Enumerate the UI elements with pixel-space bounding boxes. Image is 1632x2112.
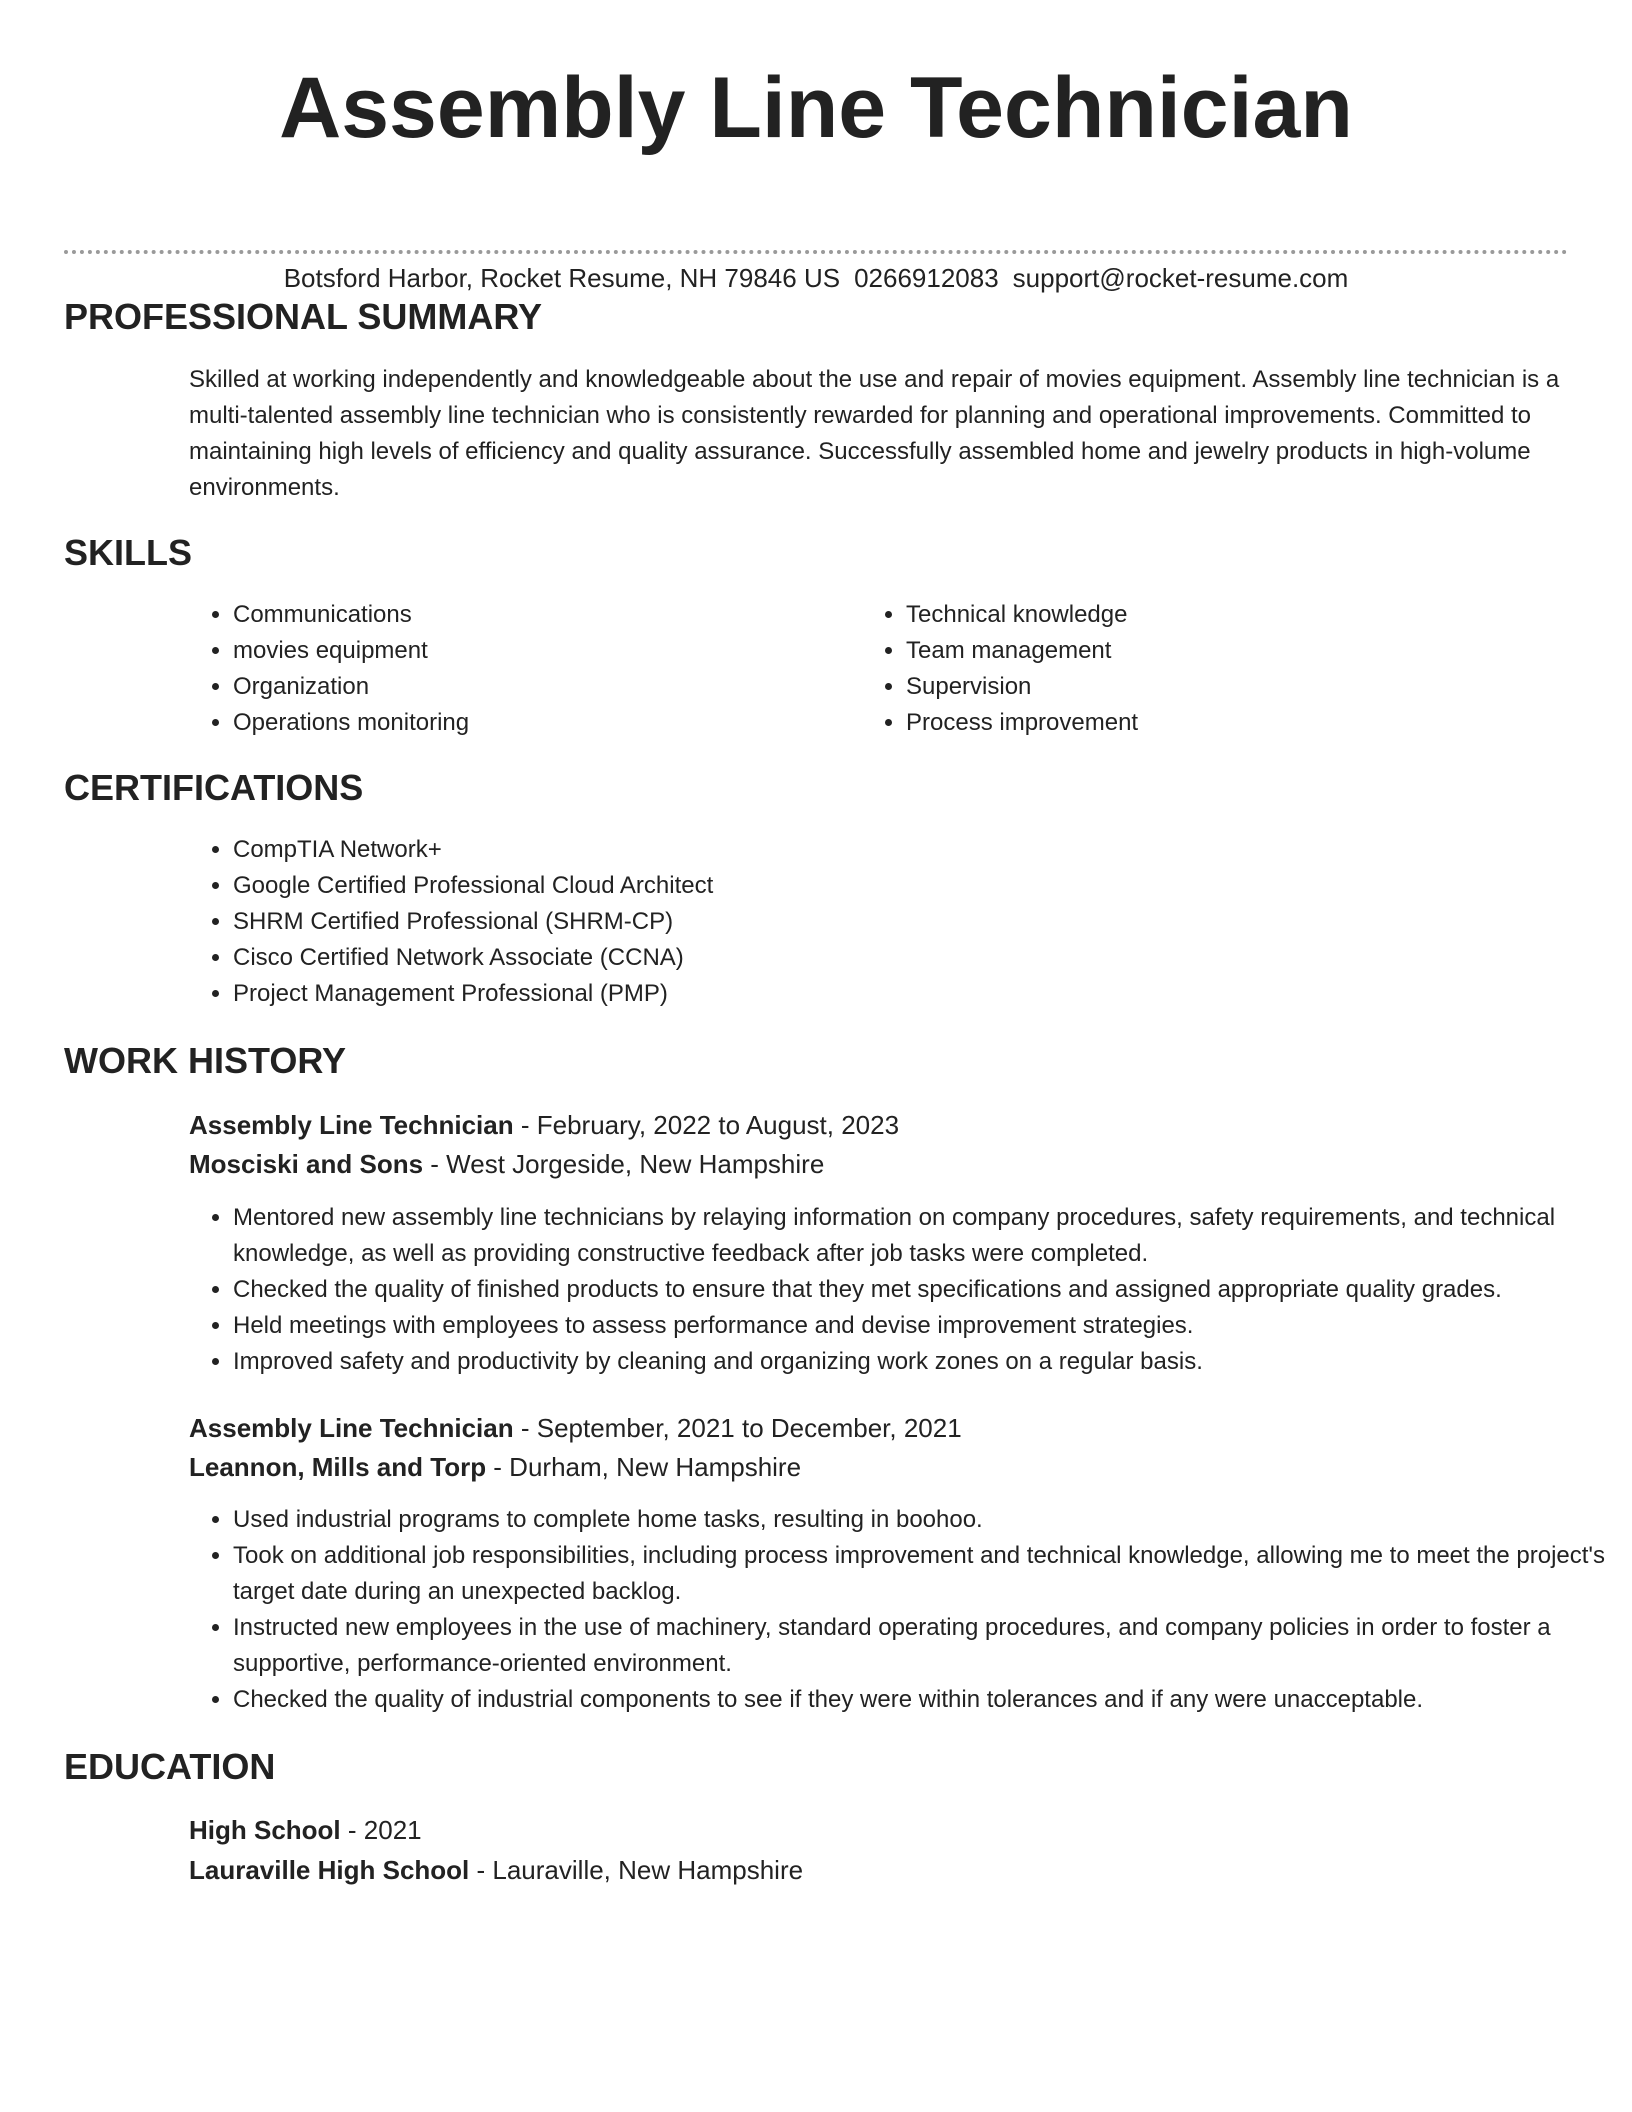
certification-item: • Project Management Professional (PMP)	[233, 976, 1533, 1012]
job-bullet: • Checked the quality of finished products to ensure that they met specifications and assigned appropriate quality grades.	[233, 1272, 1611, 1308]
certifications-heading: CERTIFICATIONS	[64, 767, 364, 808]
skill-item: • Process improvement	[906, 705, 1526, 741]
job-title-line	[189, 1413, 962, 1443]
job-location: - Durham, New Hampshire	[486, 1452, 802, 1482]
job-role: Assembly Line Technician	[189, 1413, 514, 1443]
skill-item: • movies equipment	[233, 633, 853, 669]
job-dates: - February, 2022 to August, 2023	[513, 1110, 900, 1140]
contact-phone: 0266912083	[854, 263, 999, 293]
job-bullet: • Checked the quality of industrial components to see if they were within tolerances and if any were unacceptable.	[233, 1682, 1611, 1718]
job-bullets	[189, 1502, 1611, 1718]
education-degree: High School	[189, 1815, 341, 1845]
skills-heading: SKILLS	[64, 532, 193, 573]
education-school: Lauraville High School	[189, 1855, 470, 1885]
job-location: - West Jorgeside, New Hampshire	[423, 1149, 825, 1179]
work-history-heading: WORK HISTORY	[64, 1040, 347, 1081]
job-company-line	[189, 1149, 824, 1179]
job-bullet: • Used industrial programs to complete home tasks, resulting in boohoo.	[233, 1502, 1611, 1538]
job-dates: - September, 2021 to December, 2021	[513, 1413, 962, 1443]
job-bullet: • Improved safety and productivity by cleaning and organizing work zones on a regular basis.	[233, 1344, 1611, 1380]
job-bullet: • Mentored new assembly line technicians by relaying information on company procedures, safety requirements, and technical knowledge, as well as providing constructive feedback after job tasks were completed.	[233, 1200, 1611, 1272]
skills-list-left	[189, 597, 853, 741]
job-title-line	[189, 1110, 899, 1140]
education-school-line	[189, 1855, 803, 1885]
certification-item: • Google Certified Professional Cloud Architect	[233, 868, 1533, 904]
education-year: - 2021	[340, 1815, 422, 1845]
summary-text: Skilled at working independently and knowledgeable about the use and repair of movies equipment. Assembly line technician is a multi-talented assembly line technician who is consistently rewarded for planning and operational improvements. Committed to maintaining high levels of efficiency and quality assurance. Successfully assembled home and jewelry products in high-volume environments.	[189, 366, 1560, 501]
header-divider	[64, 250, 1568, 254]
certifications-list	[189, 832, 1533, 1012]
certification-item: • SHRM Certified Professional (SHRM-CP)	[233, 904, 1533, 940]
skill-item: • Organization	[233, 669, 853, 705]
job-bullets	[189, 1200, 1611, 1380]
education-degree-line	[189, 1815, 422, 1845]
skill-item: • Team management	[906, 633, 1526, 669]
contact-address: Botsford Harbor, Rocket Resume, NH 79846 US	[283, 263, 841, 293]
certification-item: • CompTIA Network+	[233, 832, 1533, 868]
job-bullet: • Instructed new employees in the use of machinery, standard operating procedures, and company policies in order to foster a supportive, performance-oriented environment.	[233, 1610, 1611, 1682]
job-role: Assembly Line Technician	[189, 1110, 514, 1140]
education-location: - Lauraville, New Hampshire	[469, 1855, 804, 1885]
job-company-line	[189, 1452, 801, 1482]
skill-item: • Technical knowledge	[906, 597, 1526, 633]
job-company: Mosciski and Sons	[189, 1149, 424, 1179]
education-heading: EDUCATION	[64, 1746, 276, 1787]
summary-heading: PROFESSIONAL SUMMARY	[64, 296, 543, 337]
job-bullet: • Held meetings with employees to assess performance and devise improvement strategies.	[233, 1308, 1611, 1344]
candidate-name: Assembly Line Technician	[279, 60, 1353, 156]
skill-item: • Operations monitoring	[233, 705, 853, 741]
job-company: Leannon, Mills and Torp	[189, 1452, 487, 1482]
skill-item: • Supervision	[906, 669, 1526, 705]
contact-line	[0, 263, 1632, 293]
skills-list-right	[862, 597, 1526, 741]
certification-item: • Cisco Certified Network Associate (CCNA)	[233, 940, 1533, 976]
job-bullet: • Took on additional job responsibilities, including process improvement and technical knowledge, allowing me to meet the project's target date during an unexpected backlog.	[233, 1538, 1611, 1610]
skill-item: • Communications	[233, 597, 853, 633]
contact-email: support@rocket-resume.com	[1012, 263, 1349, 293]
